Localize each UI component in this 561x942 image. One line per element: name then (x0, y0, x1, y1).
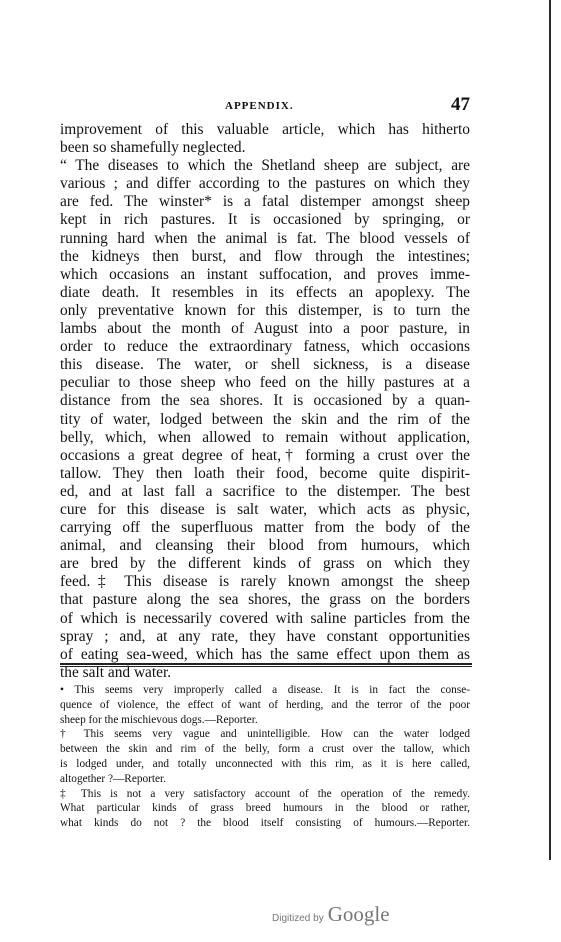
footnote-line: is lodged under, and totally unconnected with this rim, as it is here called, (60, 757, 470, 770)
body-line: that pasture along the sea shores, the grass on the borders (60, 591, 470, 609)
watermark-prefix: Digitized by (272, 913, 324, 924)
body-line: of eating sea-weed, which has the same effect upon them as (60, 645, 470, 663)
running-head: APPENDIX. (225, 100, 294, 112)
body-line: feed.‡ This disease is rarely known amongst the sheep (60, 573, 470, 591)
body-line: are fed. The winster* is a fatal distemper amongst sheep (60, 193, 470, 211)
page-header (60, 94, 470, 114)
google-logo: Google (327, 902, 390, 926)
body-line: peculiar to those sheep who feed on the hilly pastures at a (60, 374, 470, 392)
body-line: “ The diseases to which the Shetland sheep are subject, are (60, 157, 470, 175)
body-line: the salt and water. (60, 663, 172, 681)
body-line: this disease. The water, or shell sickness, is a disease (60, 356, 470, 374)
footnote-line: ‡ This is not a very satisfactory account of the operation of the remedy. (60, 787, 470, 800)
body-line: been so shamefully neglected. (60, 139, 246, 157)
footnote-line: quence of violence, the effect of want of herding, and the terror of the poor (60, 698, 470, 711)
body-line: of which is necessarily covered with saline particles from the (60, 609, 470, 627)
body-line: ed, and at last fall a sacrifice to the distemper. The best (60, 482, 470, 500)
body-line: belly, which, when allowed to remain without application, (60, 428, 470, 446)
digitized-by-google-watermark (272, 902, 390, 927)
body-line: animal, and cleansing their blood from humours, which (60, 537, 470, 555)
footnote-line: altogether ?—Reporter. (60, 772, 167, 785)
footnote-line: what kinds do not ? the blood itself consisting of humours.—Reporter. (60, 817, 470, 830)
body-line: various ; and differ according to the pastures on which they (60, 175, 470, 193)
footnote-line: • This seems very improperly called a disease. It is in fact the conse- (60, 684, 470, 696)
body-line: the kidneys then burst, and flow through the intestines; (60, 247, 470, 265)
body-line: carrying off the superfluous matter from the body of the (60, 519, 470, 537)
body-line: distance from the sea shores. It is occasioned by a quan- (60, 392, 470, 410)
footnote-line: † This seems very vague and unintelligible. How can the water lodged (60, 728, 470, 741)
body-line: are bred by the different kinds of grass on which they (60, 555, 470, 573)
body-text (60, 121, 470, 682)
page-number: 47 (451, 94, 470, 115)
footnote-line: between the skin and rim of the belly, form a crust over the tallow, which (60, 743, 470, 756)
footnote-line: sheep for the mischievous dogs.—Reporter. (60, 713, 258, 726)
footnote-divider (60, 663, 472, 667)
body-line: spray ; and, at any rate, they have constant opportunities (60, 627, 470, 645)
body-line: which occasions an instant suffocation, and proves imme- (60, 265, 470, 283)
body-line: kept in rich pastures. It is occasioned by springing, or (60, 211, 470, 229)
body-line: lambs about the month of August into a poor pasture, in (60, 320, 470, 338)
footnote-line: What particular kinds of grass breed humours in the blood or rather, (60, 802, 470, 815)
body-line: running hard when the animal is fat. The blood vessels of (60, 229, 470, 247)
body-line: improvement of this valuable article, which has hitherto (60, 121, 470, 138)
page-edge-rule (549, 0, 551, 860)
body-line: order to reduce the extraordinary fatness, which occasions (60, 338, 470, 356)
body-line: occasions a great degree of heat,† forming a crust over the (60, 446, 470, 464)
body-line: only preventative known for this distemper, is to turn the (60, 301, 470, 319)
body-line: cure for this disease is salt water, which acts as physic, (60, 500, 470, 518)
body-line: tallow. They then loath their food, become quite dispirit- (60, 464, 470, 482)
footnotes (60, 683, 470, 831)
body-line: diate death. It resembles in its effects an apoplexy. The (60, 283, 470, 301)
body-line: tity of water, lodged between the skin and the rim of the (60, 410, 470, 428)
